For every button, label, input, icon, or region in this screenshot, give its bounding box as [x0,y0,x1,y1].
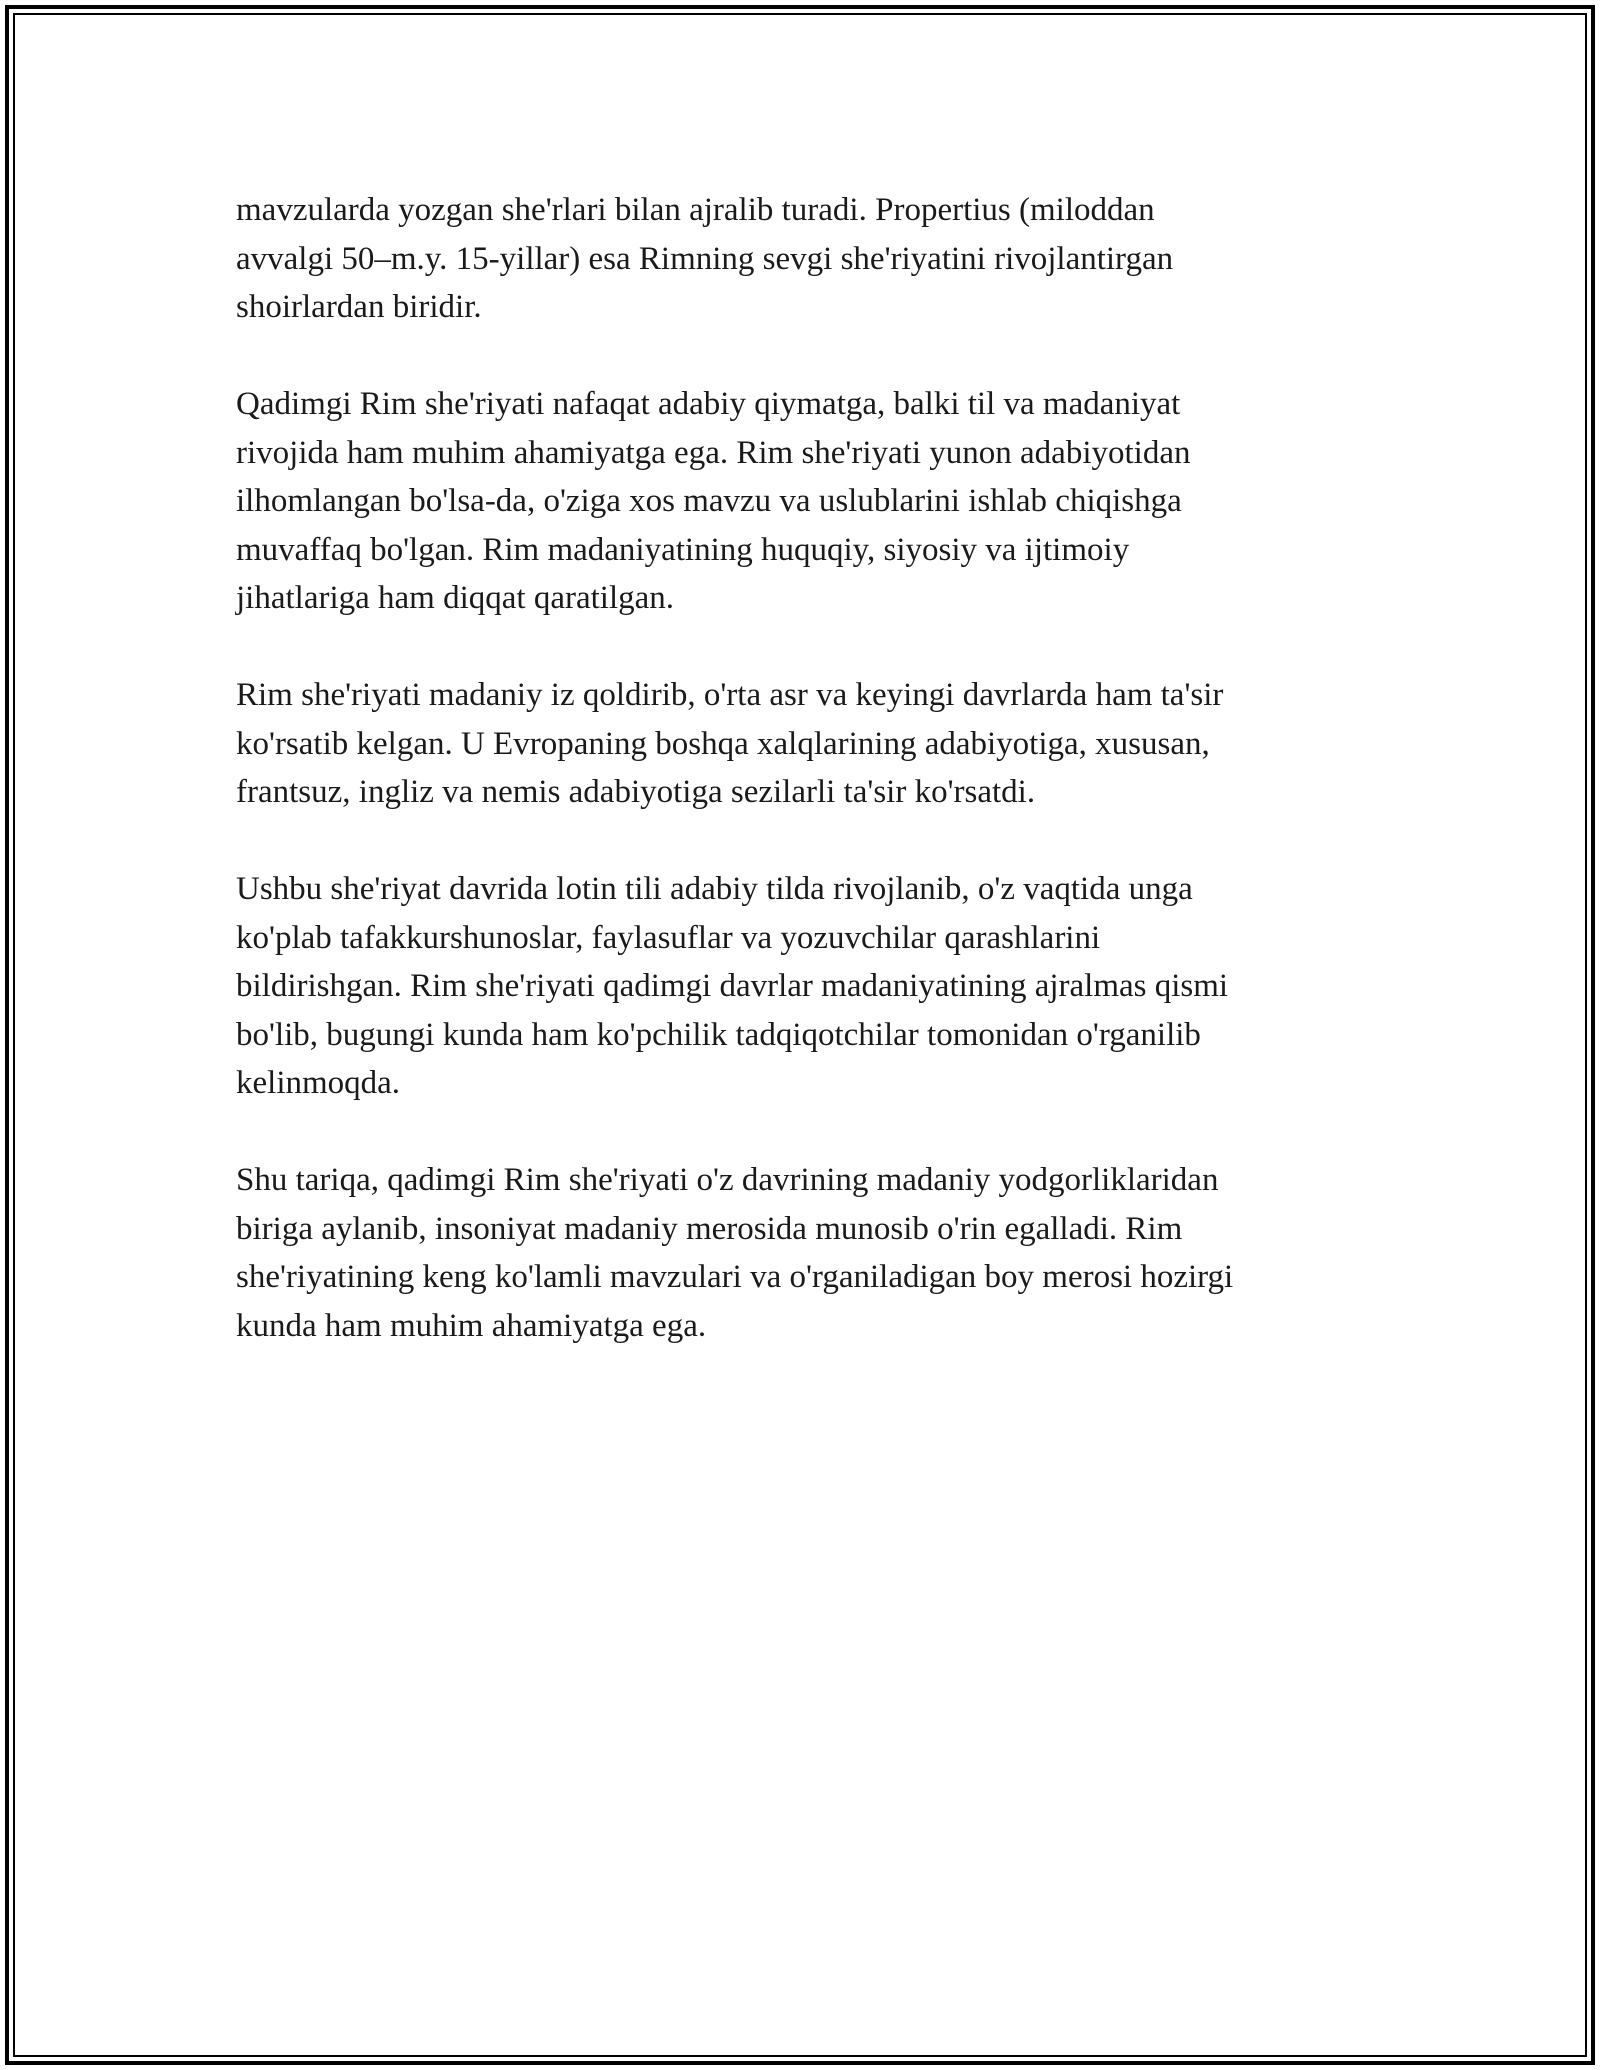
text-line: kelinmoqda. [236,1065,401,1101]
paragraph-1 [236,186,1366,332]
text-line: biriga aylanib, insoniyat madaniy merosida munosib o'rin egalladi. Rim [236,1210,1183,1247]
paragraph-4 [236,865,1366,1108]
text-line: bo'lib, bugungi kunda ham ko'pchilik tadqiqotchilar tomonidan o'rganilib [236,1016,1201,1053]
text-line: Rim she'riyati madaniy iz qoldirib, o'rta asr va keyingi davrlarda ham ta'sir [236,677,1224,713]
text-line: bildirishgan. Rim she'riyati qadimgi davrlar madaniyatining ajralmas qismi [236,968,1229,1004]
text-line: kunda ham muhim ahamiyatga ega. [236,1307,707,1344]
text-line: Ushbu she'riyat davrida lotin tili adabiy tilda rivojlanib, o'z vaqtida unga [236,871,1193,907]
text-line: mavzularda yozgan she'rlari bilan ajralib turadi. Propertius (miloddan [236,192,1155,228]
text-line: ilhomlangan bo'lsa-da, o'ziga xos mavzu va uslublarini ishlab chiqishga [236,483,1182,519]
document-body [236,186,1366,1399]
text-line: jihatlariga ham diqqat qaratilgan. [236,580,675,616]
paragraph-3 [236,671,1366,817]
text-line: ko'rsatib kelgan. U Evropaning boshqa xalqlarining adabiyotiga, xususan, [236,725,1210,762]
text-line: ko'plab tafakkurshunoslar, faylasuflar va yozuvchilar qarashlarini [236,919,1101,956]
text-line: shoirlardan biridir. [236,289,482,325]
text-line: she'riyatining keng ko'lamli mavzulari va o'rganiladigan boy merosi hozirgi [236,1259,1234,1295]
paragraph-5 [236,1156,1366,1350]
text-line: avvalgi 50–m.y. 15-yillar) esa Rimning sevgi she'riyatini rivojlantirgan [236,240,1174,277]
text-line: frantsuz, ingliz va nemis adabiyotiga sezilarli ta'sir ko'rsatdi. [236,774,1036,810]
text-line: Qadimgi Rim she'riyati nafaqat adabiy qiymatga, balki til va madaniyat [236,386,1181,422]
text-line: muvaffaq bo'lgan. Rim madaniyatining huquqiy, siyosiy va ijtimoiy [236,531,1130,568]
paragraph-2 [236,380,1366,623]
text-line: rivojida ham muhim ahamiyatga ega. Rim she'riyati yunon adabiyotidan [236,434,1191,471]
text-line: Shu tariqa, qadimgi Rim she'riyati o'z davrining madaniy yodgorliklaridan [236,1162,1219,1198]
